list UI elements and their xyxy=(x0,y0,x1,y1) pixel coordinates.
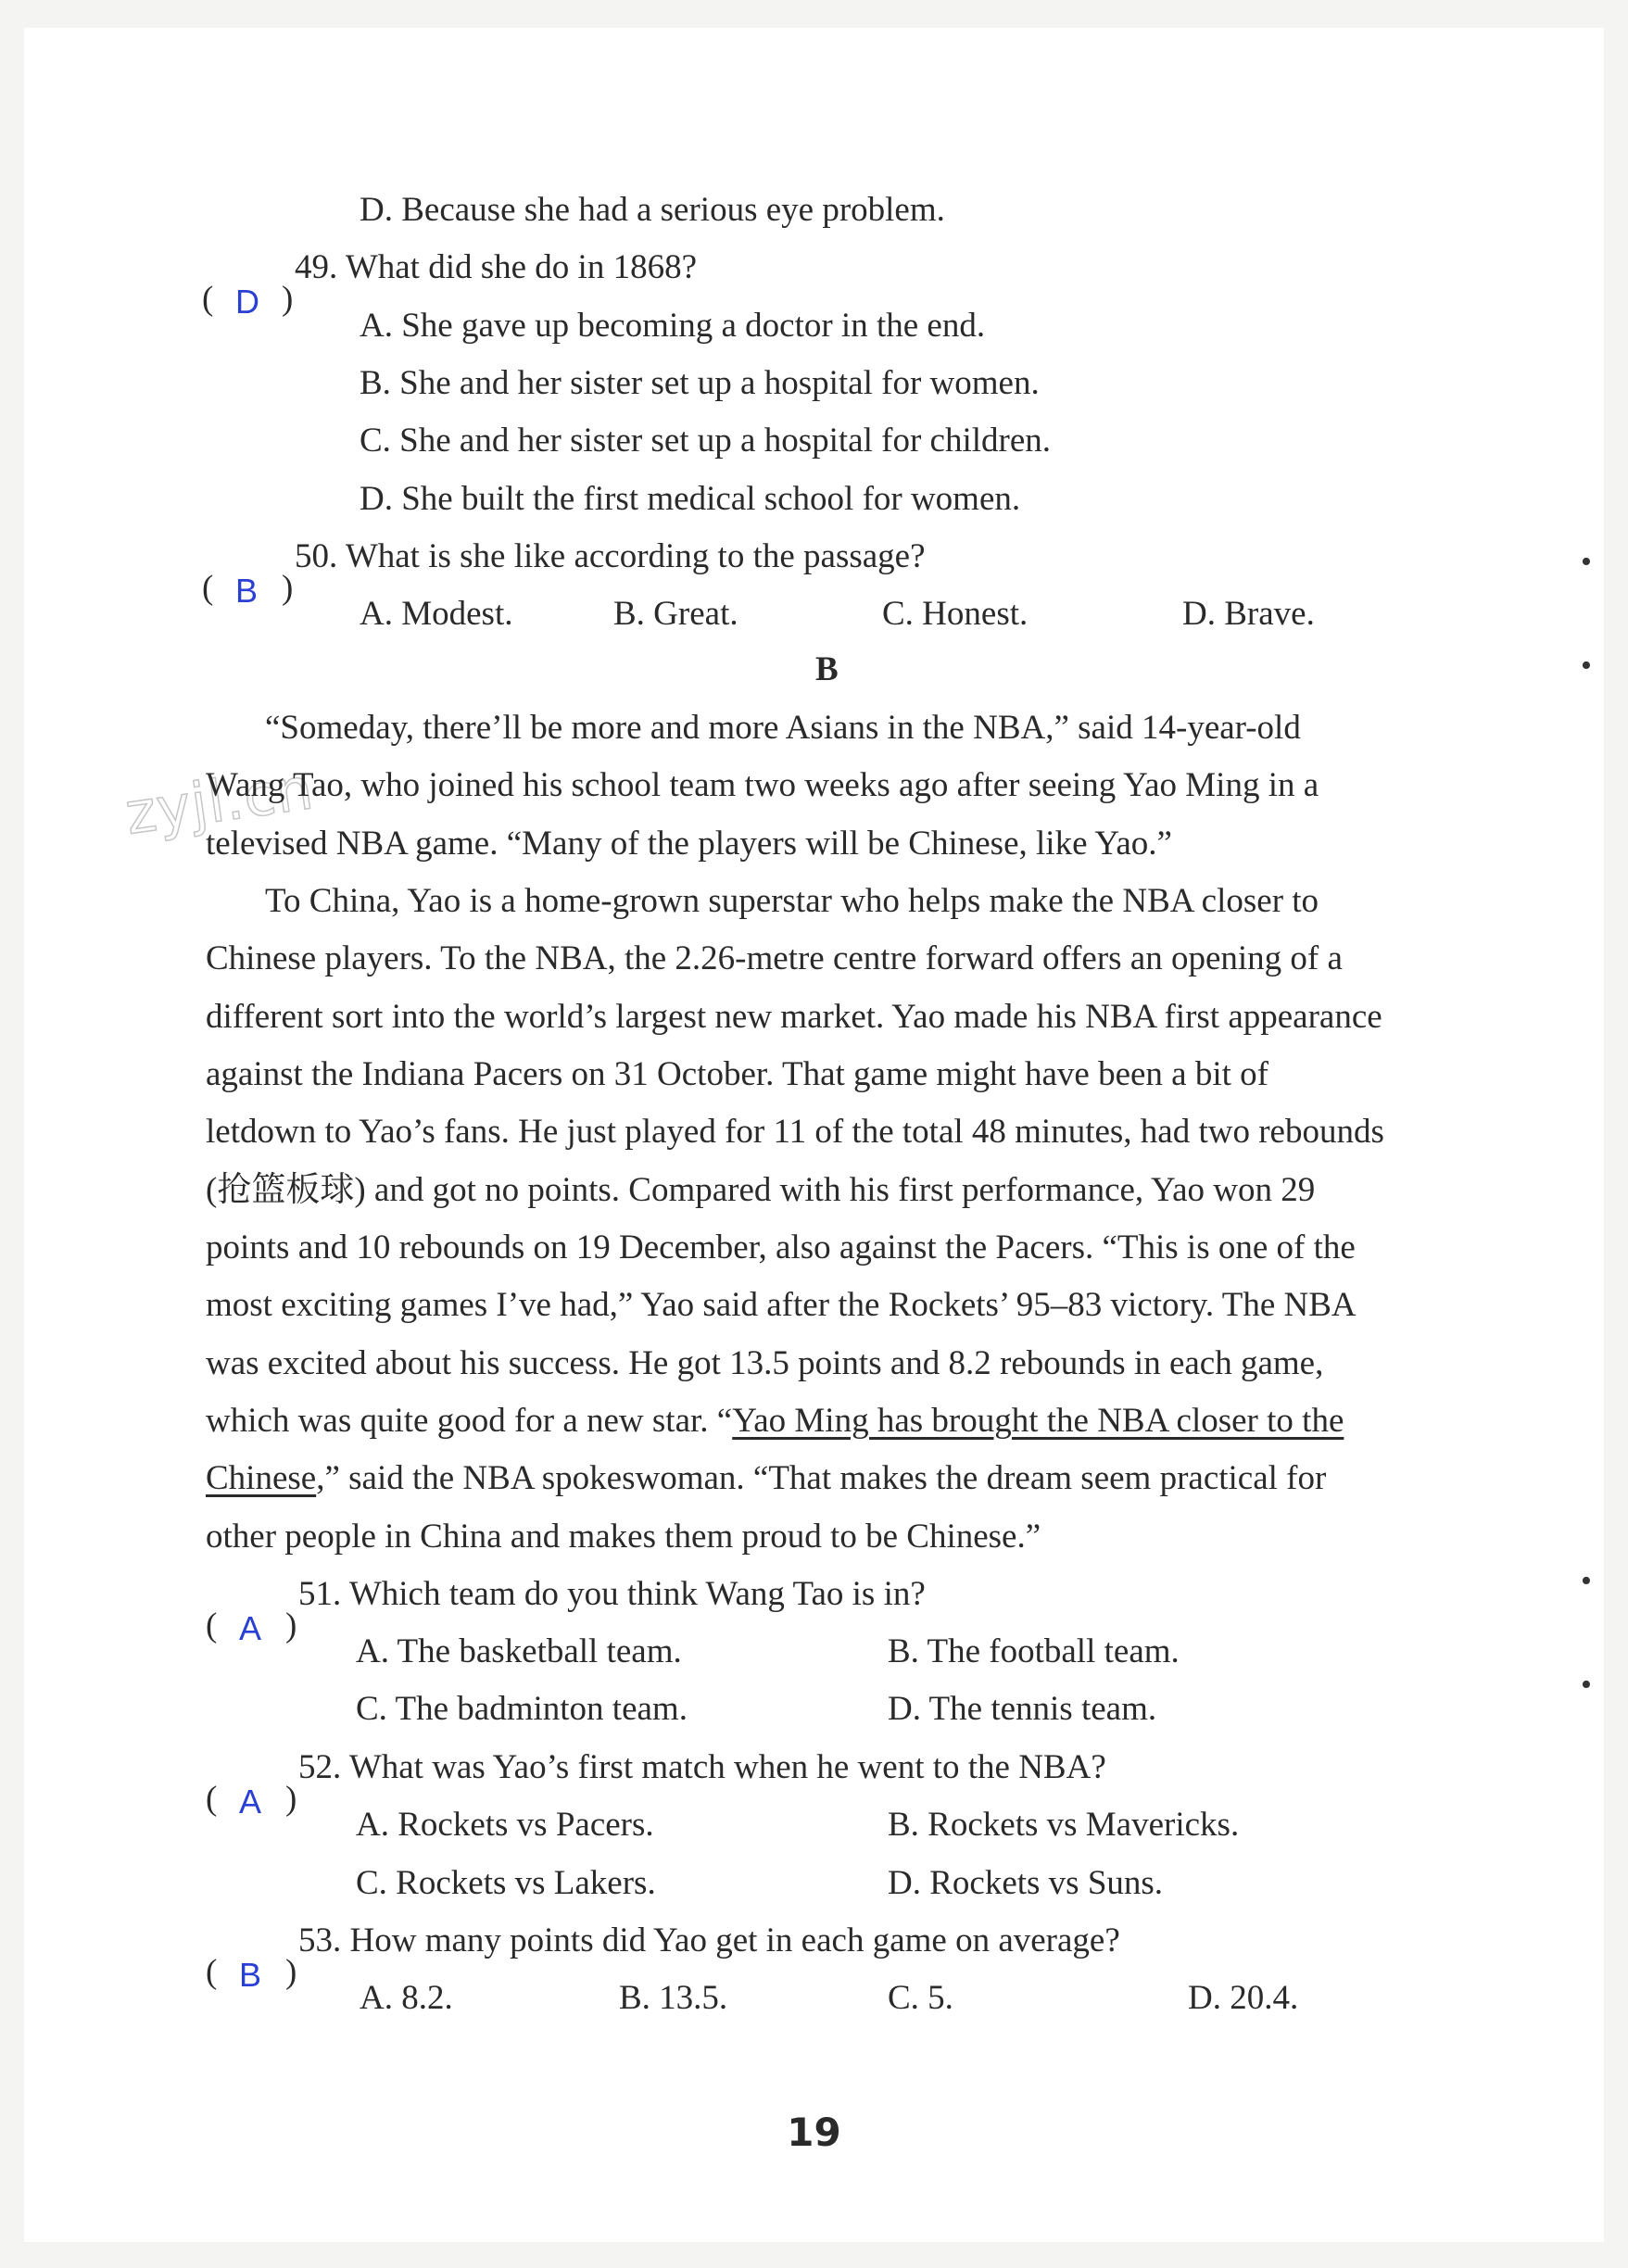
q53-option-d: D. 20.4. xyxy=(1188,1979,1299,2017)
q52-option-d: D. Rockets vs Suns. xyxy=(888,1864,1164,1902)
q51-option-c: C. The badminton team. xyxy=(356,1690,688,1728)
passage-text: which was quite good for a new star. “ xyxy=(206,1402,733,1440)
q48-option-d: D. Because she had a serious eye problem. xyxy=(360,191,945,229)
passage-line: letdown to Yao’s fans. He just played for 11 of the total 48 minutes, had two rebounds xyxy=(206,1113,1384,1151)
q50-option-b: B. Great. xyxy=(613,595,738,633)
passage-line: other people in China and makes them proud to be Chinese.” xyxy=(206,1518,1041,1556)
underlined-sentence-part-2: Chinese xyxy=(206,1459,317,1497)
q49-option-c: C. She and her sister set up a hospital for children. xyxy=(360,422,1051,460)
passage-line: (抢篮板球) and got no points. Compared with his first performance, Yao won 29 xyxy=(206,1171,1316,1209)
watermark: zyjl.cn xyxy=(120,754,318,848)
passage-line xyxy=(206,1400,1344,1443)
margin-speck: • xyxy=(1581,649,1592,683)
q53-option-c: C. 5. xyxy=(888,1979,953,2017)
question-52-text: 52. What was Yao’s first match when he went to the NBA? xyxy=(298,1748,1106,1786)
underlined-sentence-part-1: Yao Ming has brought the NBA closer to the xyxy=(732,1402,1344,1440)
q51-option-a: A. The basketball team. xyxy=(356,1632,682,1670)
question-49-text: 49. What did she do in 1868? xyxy=(295,248,698,286)
q51-option-b: B. The football team. xyxy=(888,1632,1180,1670)
question-52: ( A ) 52. What was Yao’s first match when he went to the NBA? xyxy=(206,1746,1106,1789)
passage-line: against the Indiana Pacers on 31 October. That game might have been a bit of xyxy=(206,1055,1268,1093)
question-49: ( D ) 49. What did she do in 1868? xyxy=(202,246,697,289)
answer-51: A xyxy=(239,1609,262,1647)
margin-speck: • xyxy=(1581,1668,1592,1702)
q50-option-a: A. Modest. xyxy=(360,595,513,633)
margin-speck: • xyxy=(1581,545,1592,579)
q53-option-b: B. 13.5. xyxy=(619,1979,728,2017)
question-50-text: 50. What is she like according to the passage? xyxy=(295,537,926,575)
q49-option-d: D. She built the first medical school for women. xyxy=(360,480,1021,518)
question-51: ( A ) 51. Which team do you think Wang Tao is in? xyxy=(206,1573,926,1616)
q50-option-d: D. Brave. xyxy=(1182,595,1315,633)
margin-speck: • xyxy=(1581,1564,1592,1598)
q53-option-a: A. 8.2. xyxy=(360,1979,453,2017)
q52-option-b: B. Rockets vs Mavericks. xyxy=(888,1806,1240,1844)
answer-49: D xyxy=(235,283,259,321)
passage-line: was excited about his success. He got 13.5 points and 8.2 rebounds in each game, xyxy=(206,1344,1324,1382)
q49-option-b: B. She and her sister set up a hospital for women. xyxy=(360,364,1040,402)
passage-line: Chinese players. To the NBA, the 2.26-metre centre forward offers an opening of a xyxy=(206,939,1343,977)
answer-52: A xyxy=(239,1783,262,1821)
passage-text: ,” said the NBA spokeswoman. “That makes the dream seem practical for xyxy=(316,1459,1327,1497)
passage-line: televised NBA game. “Many of the players will be Chinese, like Yao.” xyxy=(206,825,1172,863)
q51-option-d: D. The tennis team. xyxy=(888,1690,1157,1728)
passage-line: To China, Yao is a home-grown superstar who helps make the NBA closer to xyxy=(265,882,1319,920)
page-number: 19 xyxy=(787,2110,841,2155)
question-53: ( B ) 53. How many points did Yao get in each game on average? xyxy=(206,1920,1120,1962)
passage-line: Wang Tao, who joined his school team two weeks ago after seeing Yao Ming in a xyxy=(206,766,1319,804)
passage-line: “Someday, there’ll be more and more Asians in the NBA,” said 14-year-old xyxy=(265,709,1301,747)
q52-option-a: A. Rockets vs Pacers. xyxy=(356,1806,654,1844)
passage-line xyxy=(206,1457,1326,1500)
section-heading: B xyxy=(815,650,839,688)
passage-line: most exciting games I’ve had,” Yao said after the Rockets’ 95–83 victory. The NBA xyxy=(206,1286,1357,1324)
question-51-text: 51. Which team do you think Wang Tao is in? xyxy=(298,1575,926,1613)
passage-line: different sort into the world’s largest new market. Yao made his NBA first appearance xyxy=(206,998,1382,1036)
q49-option-a: A. She gave up becoming a doctor in the end. xyxy=(360,307,986,345)
answer-50: B xyxy=(235,572,259,610)
question-50: ( B ) 50. What is she like according to the passage? xyxy=(202,536,926,578)
question-53-text: 53. How many points did Yao get in each game on average? xyxy=(298,1922,1120,1959)
q50-option-c: C. Honest. xyxy=(882,595,1029,633)
q52-option-c: C. Rockets vs Lakers. xyxy=(356,1864,656,1902)
answer-53: B xyxy=(239,1956,262,1994)
passage-line: points and 10 rebounds on 19 December, also against the Pacers. “This is one of the xyxy=(206,1228,1356,1266)
